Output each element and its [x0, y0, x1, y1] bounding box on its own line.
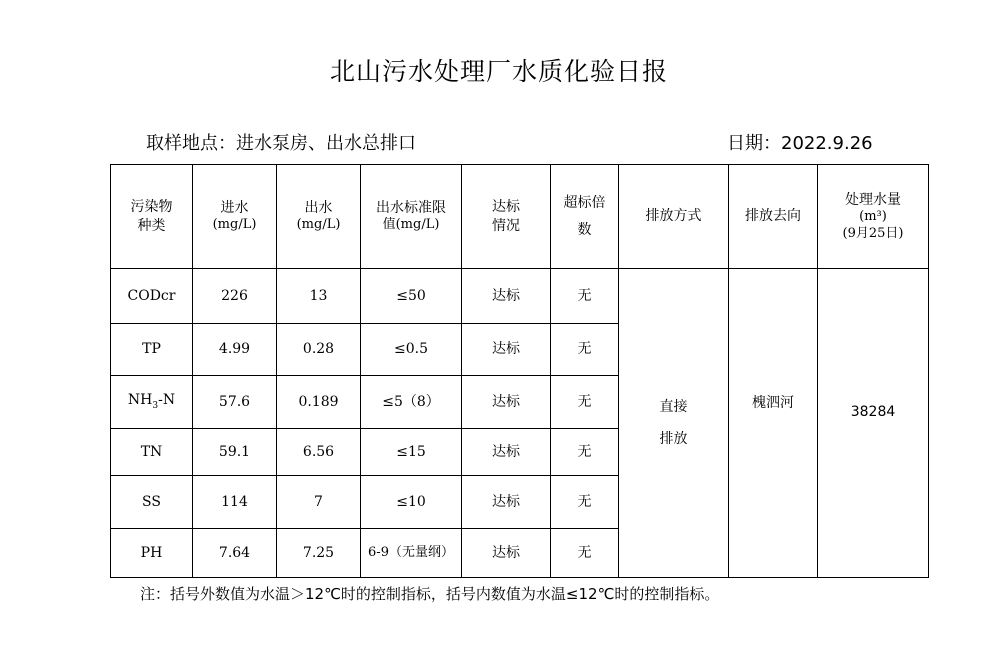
report-title: 北山污水处理厂水质化验日报 [329, 57, 668, 86]
outflow-value: 0.28 [277, 324, 361, 376]
header-row [111, 165, 929, 269]
footnote: 注：括号外数值为水温＞12℃时的控制指标，括号内数值为水温≤12℃时的控制指标。 [140, 585, 720, 603]
limit-value: 6-9（无量纲） [361, 529, 462, 578]
exceed-value: 无 [551, 376, 619, 429]
discharge-destination: 槐泗河 [729, 269, 818, 578]
limit-value: ≤15 [361, 429, 462, 476]
compliance-status: 达标 [462, 429, 551, 476]
outflow-value: 7.25 [277, 529, 361, 578]
pollutant-name: CODcr [111, 269, 193, 324]
inflow-value: 114 [193, 476, 277, 529]
compliance-status: 达标 [462, 529, 551, 578]
exceed-value: 无 [551, 529, 619, 578]
compliance-status: 达标 [462, 269, 551, 324]
header-compliance: 达标 情况 [462, 165, 551, 269]
report-date: 日期：2022.9.26 [727, 133, 873, 154]
exceed-value: 无 [551, 269, 619, 324]
treated-volume: 38284 [818, 269, 929, 578]
inflow-value: 226 [193, 269, 277, 324]
inflow-value: 7.64 [193, 529, 277, 578]
compliance-status: 达标 [462, 324, 551, 376]
outflow-value: 6.56 [277, 429, 361, 476]
header-discharge-destination: 排放去向 [729, 165, 818, 269]
pollutant-name: SS [111, 476, 193, 529]
header-limit: 出水标准限 值(mg/L) [361, 165, 462, 269]
exceed-value: 无 [551, 324, 619, 376]
pollutant-name: TN [111, 429, 193, 476]
pollutant-name: $NH_3-N$ [111, 376, 193, 429]
compliance-status: 达标 [462, 476, 551, 529]
outflow-value: 7 [277, 476, 361, 529]
header-inflow: 进水 (mg/L) [193, 165, 277, 269]
inflow-value: 57.6 [193, 376, 277, 429]
pollutant-name: TP [111, 324, 193, 376]
inflow-value: 4.99 [193, 324, 277, 376]
outflow-value: 13 [277, 269, 361, 324]
pollutant-name: PH [111, 529, 193, 578]
header-exceed: 超标倍 数 [551, 165, 619, 269]
limit-value: ≤5（8） [361, 376, 462, 429]
outflow-value: 0.189 [277, 376, 361, 429]
exceed-value: 无 [551, 429, 619, 476]
sampling-location: 取样地点：进水泵房、出水总排口 [146, 133, 416, 154]
header-outflow: 出水 (mg/L) [277, 165, 361, 269]
exceed-value: 无 [551, 476, 619, 529]
limit-value: ≤10 [361, 476, 462, 529]
discharge-method: 直接 排放 [619, 269, 729, 578]
inflow-value: 59.1 [193, 429, 277, 476]
header-pollutant: 污染物 种类 [111, 165, 193, 269]
header-discharge-method: 排放方式 [619, 165, 729, 269]
limit-value: ≤50 [361, 269, 462, 324]
header-volume: 处理水量 (m³) (9月25日) [818, 165, 929, 269]
water-quality-table [110, 164, 929, 578]
table-row [111, 269, 929, 324]
limit-value: ≤0.5 [361, 324, 462, 376]
compliance-status: 达标 [462, 376, 551, 429]
